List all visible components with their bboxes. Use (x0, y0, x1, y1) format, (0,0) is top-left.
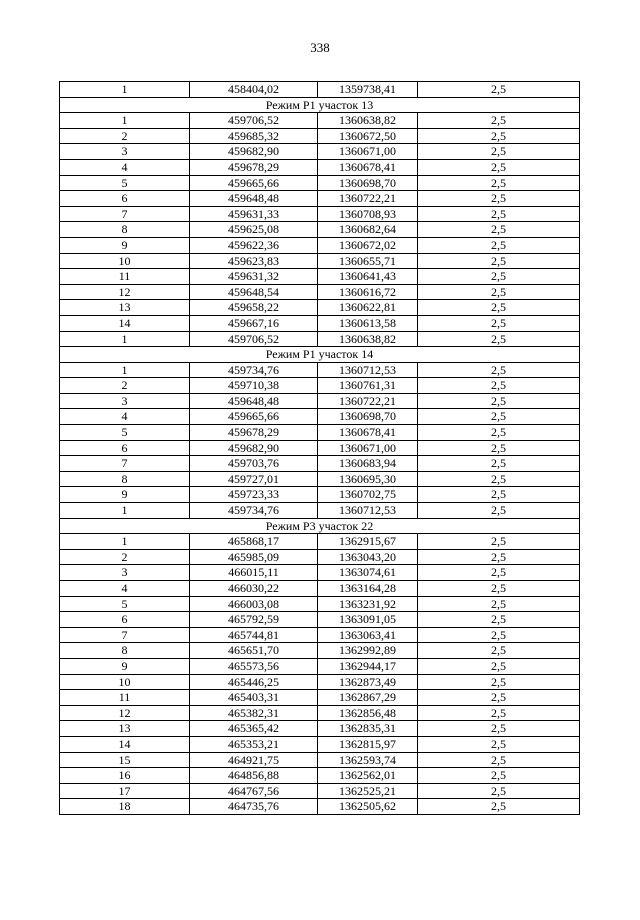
table-row (60, 768, 580, 784)
coordinates-table (59, 81, 580, 815)
point-number-cell: 8 (60, 471, 190, 487)
table-row (60, 331, 580, 347)
y-coordinate-cell: 1362505,62 (318, 799, 418, 815)
x-coordinate-cell: 465744,81 (190, 627, 318, 643)
table-row (60, 206, 580, 222)
point-number-cell: 14 (60, 315, 190, 331)
x-coordinate-cell: 459658,22 (190, 300, 318, 316)
point-number-cell: 4 (60, 159, 190, 175)
value-cell: 2,5 (418, 284, 580, 300)
table-row (60, 159, 580, 175)
y-coordinate-cell: 1360678,41 (318, 425, 418, 441)
value-cell: 2,5 (418, 768, 580, 784)
table-row (60, 425, 580, 441)
x-coordinate-cell: 466015,11 (190, 565, 318, 581)
point-number-cell: 1 (60, 503, 190, 519)
y-coordinate-cell: 1360708,93 (318, 206, 418, 222)
point-number-cell: 17 (60, 783, 190, 799)
x-coordinate-cell: 465985,09 (190, 549, 318, 565)
x-coordinate-cell: 459648,48 (190, 191, 318, 207)
table-row (60, 736, 580, 752)
y-coordinate-cell: 1360682,64 (318, 222, 418, 238)
y-coordinate-cell: 1360698,70 (318, 175, 418, 191)
value-cell: 2,5 (418, 331, 580, 347)
x-coordinate-cell: 466030,22 (190, 581, 318, 597)
y-coordinate-cell: 1360722,21 (318, 191, 418, 207)
value-cell: 2,5 (418, 627, 580, 643)
point-number-cell: 1 (60, 331, 190, 347)
table-row (60, 269, 580, 285)
point-number-cell: 5 (60, 596, 190, 612)
x-coordinate-cell: 459631,33 (190, 206, 318, 222)
x-coordinate-cell: 464767,56 (190, 783, 318, 799)
y-coordinate-cell: 1363063,41 (318, 627, 418, 643)
y-coordinate-cell: 1362867,29 (318, 690, 418, 706)
point-number-cell: 2 (60, 549, 190, 565)
y-coordinate-cell: 1360678,41 (318, 159, 418, 175)
y-coordinate-cell: 1360671,00 (318, 440, 418, 456)
table-row (60, 315, 580, 331)
point-number-cell: 11 (60, 269, 190, 285)
y-coordinate-cell: 1360616,72 (318, 284, 418, 300)
x-coordinate-cell: 465868,17 (190, 534, 318, 550)
value-cell: 2,5 (418, 721, 580, 737)
y-coordinate-cell: 1363091,05 (318, 612, 418, 628)
y-coordinate-cell: 1363164,28 (318, 581, 418, 597)
table-row (60, 222, 580, 238)
x-coordinate-cell: 459665,66 (190, 175, 318, 191)
value-cell: 2,5 (418, 362, 580, 378)
value-cell: 2,5 (418, 503, 580, 519)
point-number-cell: 1 (60, 362, 190, 378)
y-coordinate-cell: 1362593,74 (318, 752, 418, 768)
value-cell: 2,5 (418, 581, 580, 597)
table-row (60, 690, 580, 706)
value-cell: 2,5 (418, 409, 580, 425)
table-row (60, 82, 580, 98)
point-number-cell: 2 (60, 378, 190, 394)
point-number-cell: 9 (60, 658, 190, 674)
x-coordinate-cell: 465446,25 (190, 674, 318, 690)
value-cell: 2,5 (418, 253, 580, 269)
y-coordinate-cell: 1360613,58 (318, 315, 418, 331)
table-row (60, 191, 580, 207)
table-row (60, 596, 580, 612)
x-coordinate-cell: 459710,38 (190, 378, 318, 394)
section-title: Режим Р3 участок 22 (60, 518, 580, 534)
value-cell: 2,5 (418, 425, 580, 441)
value-cell: 2,5 (418, 144, 580, 160)
value-cell: 2,5 (418, 206, 580, 222)
table-row (60, 471, 580, 487)
point-number-cell: 12 (60, 705, 190, 721)
point-number-cell: 3 (60, 144, 190, 160)
y-coordinate-cell: 1360683,94 (318, 456, 418, 472)
value-cell: 2,5 (418, 269, 580, 285)
x-coordinate-cell: 459703,76 (190, 456, 318, 472)
y-coordinate-cell: 1360695,30 (318, 471, 418, 487)
point-number-cell: 5 (60, 425, 190, 441)
value-cell: 2,5 (418, 643, 580, 659)
x-coordinate-cell: 465403,31 (190, 690, 318, 706)
y-coordinate-cell: 1360712,53 (318, 362, 418, 378)
x-coordinate-cell: 458404,02 (190, 82, 318, 98)
y-coordinate-cell: 1362525,21 (318, 783, 418, 799)
x-coordinate-cell: 459678,29 (190, 425, 318, 441)
value-cell: 2,5 (418, 378, 580, 394)
x-coordinate-cell: 459706,52 (190, 113, 318, 129)
x-coordinate-cell: 465651,70 (190, 643, 318, 659)
value-cell: 2,5 (418, 440, 580, 456)
x-coordinate-cell: 459648,48 (190, 393, 318, 409)
table-row (60, 378, 580, 394)
point-number-cell: 13 (60, 721, 190, 737)
point-number-cell: 4 (60, 409, 190, 425)
point-number-cell: 8 (60, 222, 190, 238)
x-coordinate-cell: 465382,31 (190, 705, 318, 721)
x-coordinate-cell: 459665,66 (190, 409, 318, 425)
value-cell: 2,5 (418, 471, 580, 487)
point-number-cell: 1 (60, 82, 190, 98)
value-cell: 2,5 (418, 658, 580, 674)
y-coordinate-cell: 1360622,81 (318, 300, 418, 316)
value-cell: 2,5 (418, 705, 580, 721)
y-coordinate-cell: 1362873,49 (318, 674, 418, 690)
y-coordinate-cell: 1360641,43 (318, 269, 418, 285)
table-row (60, 643, 580, 659)
table-row (60, 612, 580, 628)
value-cell: 2,5 (418, 113, 580, 129)
value-cell: 2,5 (418, 690, 580, 706)
value-cell: 2,5 (418, 300, 580, 316)
value-cell: 2,5 (418, 237, 580, 253)
x-coordinate-cell: 459678,29 (190, 159, 318, 175)
point-number-cell: 2 (60, 128, 190, 144)
point-number-cell: 10 (60, 253, 190, 269)
point-number-cell: 12 (60, 284, 190, 300)
x-coordinate-cell: 459648,54 (190, 284, 318, 300)
x-coordinate-cell: 459623,83 (190, 253, 318, 269)
table-row (60, 627, 580, 643)
page-number: 338 (310, 40, 330, 55)
point-number-cell: 3 (60, 565, 190, 581)
table-row (60, 300, 580, 316)
x-coordinate-cell: 459682,90 (190, 440, 318, 456)
y-coordinate-cell: 1360672,50 (318, 128, 418, 144)
value-cell: 2,5 (418, 222, 580, 238)
section-header-row (60, 97, 580, 113)
value-cell: 2,5 (418, 736, 580, 752)
point-number-cell: 7 (60, 206, 190, 222)
table-row (60, 721, 580, 737)
x-coordinate-cell: 465353,21 (190, 736, 318, 752)
point-number-cell: 10 (60, 674, 190, 690)
x-coordinate-cell: 459631,32 (190, 269, 318, 285)
point-number-cell: 6 (60, 612, 190, 628)
point-number-cell: 3 (60, 393, 190, 409)
point-number-cell: 8 (60, 643, 190, 659)
point-number-cell: 1 (60, 534, 190, 550)
table-row (60, 253, 580, 269)
point-number-cell: 18 (60, 799, 190, 815)
y-coordinate-cell: 1362815,97 (318, 736, 418, 752)
y-coordinate-cell: 1362944,17 (318, 658, 418, 674)
y-coordinate-cell: 1360638,82 (318, 113, 418, 129)
x-coordinate-cell: 464856,88 (190, 768, 318, 784)
y-coordinate-cell: 1360698,70 (318, 409, 418, 425)
table-row (60, 113, 580, 129)
value-cell: 2,5 (418, 752, 580, 768)
section-title: Режим Р1 участок 13 (60, 97, 580, 113)
y-coordinate-cell: 1360722,21 (318, 393, 418, 409)
table-row (60, 175, 580, 191)
table-row (60, 705, 580, 721)
table-row (60, 581, 580, 597)
value-cell: 2,5 (418, 191, 580, 207)
section-title: Режим Р1 участок 14 (60, 347, 580, 363)
point-number-cell: 14 (60, 736, 190, 752)
table-row (60, 409, 580, 425)
value-cell: 2,5 (418, 549, 580, 565)
table-row (60, 674, 580, 690)
value-cell: 2,5 (418, 799, 580, 815)
y-coordinate-cell: 1360761,31 (318, 378, 418, 394)
value-cell: 2,5 (418, 487, 580, 503)
table-row (60, 487, 580, 503)
y-coordinate-cell: 1359738,41 (318, 82, 418, 98)
table-row (60, 456, 580, 472)
table-row (60, 503, 580, 519)
table-row (60, 783, 580, 799)
x-coordinate-cell: 459625,08 (190, 222, 318, 238)
point-number-cell: 9 (60, 487, 190, 503)
point-number-cell: 7 (60, 627, 190, 643)
point-number-cell: 4 (60, 581, 190, 597)
point-number-cell: 15 (60, 752, 190, 768)
x-coordinate-cell: 459734,76 (190, 503, 318, 519)
point-number-cell: 6 (60, 440, 190, 456)
value-cell: 2,5 (418, 565, 580, 581)
value-cell: 2,5 (418, 596, 580, 612)
y-coordinate-cell: 1360671,00 (318, 144, 418, 160)
table-row (60, 362, 580, 378)
point-number-cell: 16 (60, 768, 190, 784)
x-coordinate-cell: 459685,32 (190, 128, 318, 144)
table-row (60, 440, 580, 456)
point-number-cell: 1 (60, 113, 190, 129)
value-cell: 2,5 (418, 783, 580, 799)
y-coordinate-cell: 1362992,89 (318, 643, 418, 659)
value-cell: 2,5 (418, 674, 580, 690)
point-number-cell: 11 (60, 690, 190, 706)
y-coordinate-cell: 1362856,48 (318, 705, 418, 721)
value-cell: 2,5 (418, 456, 580, 472)
table-row (60, 799, 580, 815)
x-coordinate-cell: 464735,76 (190, 799, 318, 815)
value-cell: 2,5 (418, 128, 580, 144)
table-row (60, 284, 580, 300)
value-cell: 2,5 (418, 612, 580, 628)
y-coordinate-cell: 1360655,71 (318, 253, 418, 269)
value-cell: 2,5 (418, 159, 580, 175)
section-header-row (60, 518, 580, 534)
x-coordinate-cell: 459622,36 (190, 237, 318, 253)
point-number-cell: 13 (60, 300, 190, 316)
x-coordinate-cell: 459667,16 (190, 315, 318, 331)
y-coordinate-cell: 1360702,75 (318, 487, 418, 503)
y-coordinate-cell: 1363043,20 (318, 549, 418, 565)
table-row (60, 549, 580, 565)
point-number-cell: 6 (60, 191, 190, 207)
x-coordinate-cell: 465365,42 (190, 721, 318, 737)
x-coordinate-cell: 459734,76 (190, 362, 318, 378)
x-coordinate-cell: 459727,01 (190, 471, 318, 487)
value-cell: 2,5 (418, 534, 580, 550)
table-row (60, 237, 580, 253)
table-row (60, 658, 580, 674)
x-coordinate-cell: 459706,52 (190, 331, 318, 347)
y-coordinate-cell: 1363074,61 (318, 565, 418, 581)
y-coordinate-cell: 1360712,53 (318, 503, 418, 519)
x-coordinate-cell: 465573,56 (190, 658, 318, 674)
table-row (60, 565, 580, 581)
section-header-row (60, 347, 580, 363)
x-coordinate-cell: 464921,75 (190, 752, 318, 768)
value-cell: 2,5 (418, 82, 580, 98)
value-cell: 2,5 (418, 315, 580, 331)
y-coordinate-cell: 1360672,02 (318, 237, 418, 253)
y-coordinate-cell: 1360638,82 (318, 331, 418, 347)
table-row (60, 393, 580, 409)
value-cell: 2,5 (418, 393, 580, 409)
point-number-cell: 7 (60, 456, 190, 472)
y-coordinate-cell: 1362835,31 (318, 721, 418, 737)
coordinates-table-body (60, 82, 580, 815)
table-row (60, 128, 580, 144)
point-number-cell: 5 (60, 175, 190, 191)
table-row (60, 534, 580, 550)
y-coordinate-cell: 1363231,92 (318, 596, 418, 612)
x-coordinate-cell: 459682,90 (190, 144, 318, 160)
x-coordinate-cell: 465792,59 (190, 612, 318, 628)
x-coordinate-cell: 459723,33 (190, 487, 318, 503)
point-number-cell: 9 (60, 237, 190, 253)
value-cell: 2,5 (418, 175, 580, 191)
table-row (60, 144, 580, 160)
table-row (60, 752, 580, 768)
y-coordinate-cell: 1362915,67 (318, 534, 418, 550)
x-coordinate-cell: 466003,08 (190, 596, 318, 612)
y-coordinate-cell: 1362562,01 (318, 768, 418, 784)
